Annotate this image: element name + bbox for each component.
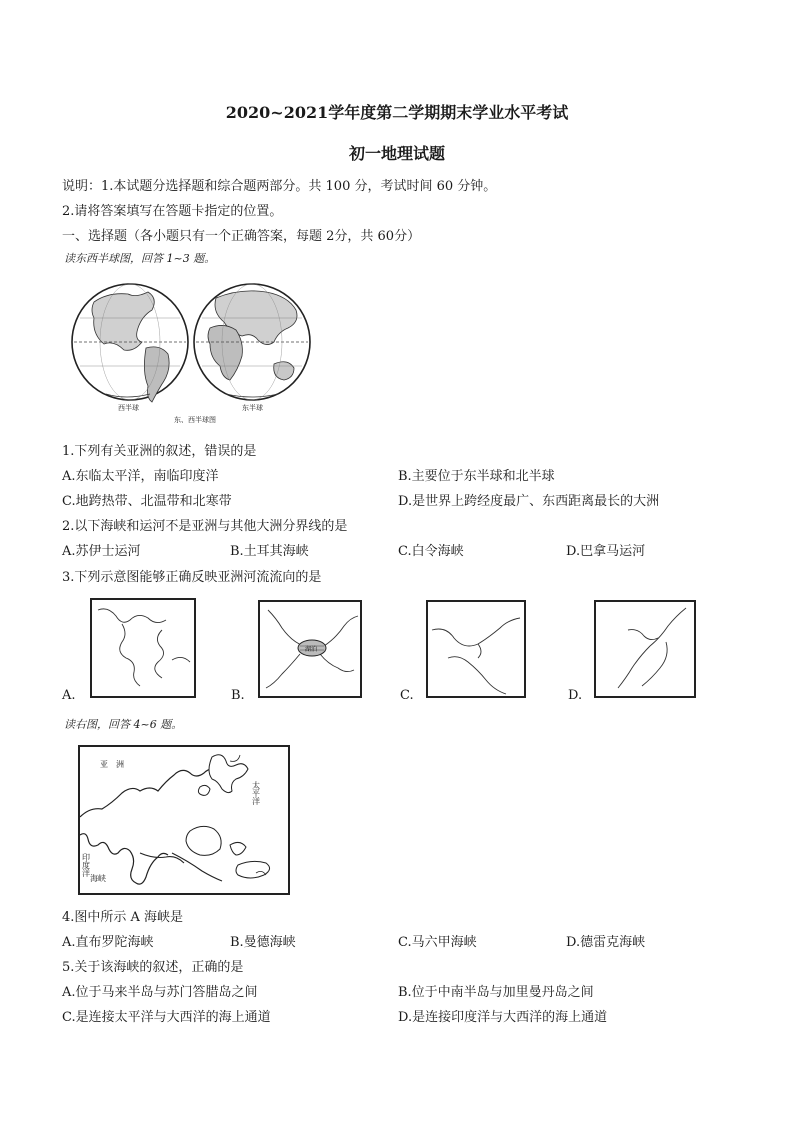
q4-option-b[interactable]: B.曼德海峡	[230, 935, 296, 950]
instruction-line-2: 2.请将答案填写在答题卡指定的位置。	[62, 204, 283, 219]
q3-option-d[interactable]: D.	[568, 688, 583, 703]
q3-option-a[interactable]: A.	[62, 688, 76, 703]
group2-prompt: 读右图，回答 4~6 题。	[64, 718, 183, 731]
q3-diagram-b[interactable]	[258, 600, 362, 698]
map-label-asia: 亚 洲	[100, 760, 124, 769]
east-hemisphere-label: 东半球	[242, 404, 263, 412]
q1-option-c[interactable]: C.地跨热带、北温带和北寒带	[62, 494, 232, 509]
southeast-asia-map	[78, 745, 290, 895]
map-caption: 东、西半球图	[174, 416, 216, 424]
west-hemisphere-label: 西半球	[118, 404, 139, 412]
map-label-strait: 海峡	[90, 874, 106, 883]
q2-option-d[interactable]: D.巴拿马运河	[566, 544, 646, 559]
q5-option-c[interactable]: C.是连接太平洋与大西洋的海上通道	[62, 1010, 271, 1025]
lake-label: 湖泊	[305, 646, 318, 653]
map-label-pacific-ocean: 太平洋	[251, 781, 261, 805]
q5-option-d[interactable]: D.是连接印度洋与大西洋的海上通道	[398, 1010, 608, 1025]
instruction-line-1: 说明：1.本试题分选择题和综合题两部分。共 100 分，考试时间 60 分钟。	[62, 179, 497, 194]
q3-stem: 3.下列示意图能够正确反映亚洲河流流向的是	[62, 570, 322, 585]
q5-option-b[interactable]: B.位于中南半岛与加里曼丹岛之间	[398, 985, 594, 1000]
q1-stem: 1.下列有关亚洲的叙述，错误的是	[62, 444, 257, 459]
q3-diagram-c[interactable]	[426, 600, 526, 698]
exam-subtitle: 初一地理试题	[348, 144, 445, 163]
q1-option-b[interactable]: B.主要位于东半球和北半球	[398, 469, 555, 484]
q5-option-a[interactable]: A.位于马来半岛与苏门答腊岛之间	[62, 985, 258, 1000]
q2-option-b[interactable]: B.土耳其海峡	[230, 544, 309, 559]
q1-option-d[interactable]: D.是世界上跨经度最广、东西距离最长的大洲	[398, 494, 660, 509]
q3-option-c[interactable]: C.	[400, 688, 414, 703]
q4-option-d[interactable]: D.德雷克海峡	[566, 935, 646, 950]
q3-diagram-a[interactable]	[90, 598, 196, 698]
map-label-indian-ocean: 印度洋	[81, 853, 91, 877]
exam-title: 2020~2021学年度第二学期期末学业水平考试	[225, 103, 569, 122]
q4-stem: 4.图中所示 A 海峡是	[62, 910, 184, 925]
q4-option-a[interactable]: A.直布罗陀海峡	[62, 935, 154, 950]
q1-option-a[interactable]: A.东临太平洋，南临印度洋	[62, 469, 219, 484]
hemisphere-map	[66, 276, 316, 426]
q5-stem: 5.关于该海峡的叙述，正确的是	[62, 960, 244, 975]
group1-prompt: 读东西半球图，回答 1~3 题。	[64, 252, 216, 265]
q2-option-c[interactable]: C.白令海峡	[398, 544, 464, 559]
q3-diagram-d[interactable]	[594, 600, 696, 698]
q2-option-a[interactable]: A.苏伊士运河	[62, 544, 141, 559]
q3-option-b[interactable]: B.	[231, 688, 245, 703]
q4-option-c[interactable]: C.马六甲海峡	[398, 935, 477, 950]
section-heading: 一、选择题（各小题只有一个正确答案，每题 2分，共 60分）	[62, 229, 421, 244]
q2-stem: 2.以下海峡和运河不是亚洲与其他大洲分界线的是	[62, 519, 348, 534]
